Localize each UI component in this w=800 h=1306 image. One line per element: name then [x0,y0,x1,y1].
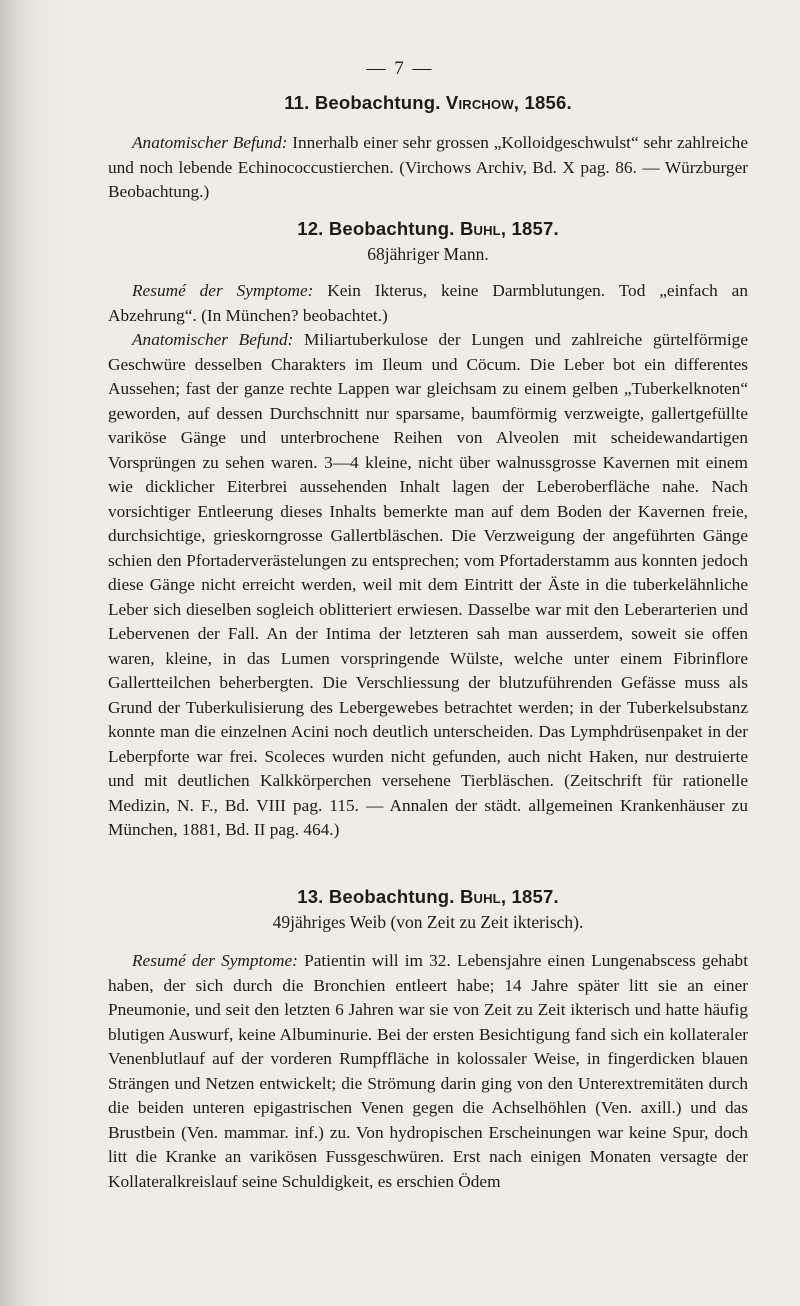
paragraph-text: Miliartuberkulose der Lungen und zahlreiche gürtelförmige Geschwüre desselben Charakters im Ileum und Cöcum. Die Leber bot ein differentes Aussehen; fast der ganze rechte Lappen war gleichsam zu einem gelben „Tuberkelknoten“ geworden, auf dessen Durchschnitt nur sparsame, baumförmig verzweigte, gallertgefüllte variköse Gänge und unterbrochene Reihen von Alveolen mit scheidewandartigen Vorsprüngen zu sehen waren. 3—4 kleine, nicht über walnussgrosse Kavernen mit einem wie dicklicher Eiterbrei aussehenden Inhalt lagen der Leberoberfläche nahe. Nach vorsichtiger Entleerung dieses Inhalts bemerkte man auf dem Boden der Kavernen freie, durchsichtige, grieskorngrosse Gallertbläschen. Die Verzweigung der angeführten Gänge schien den Pfortaderverästelungen zu entsprechen; vom Pfortaderstamm aus konnten jedoch diese Gänge nicht erreicht werden, weil mit dem Eintritt der Äste in die tuberkelähnliche Leber sich dieselben sogleich oblitteriert erwiesen. Dasselbe war mit den Leberarterien und Lebervenen der Fall. An der Intima der letzteren sah man ausserdem, soweit sie offen waren, kleine, in das Lumen vorspringende Wülste, welche unter einem Fibrinflore Gallertteilchen beherbergten. Die Verschliessung der blutzuführenden Gefässe muss als Grund der Tuberkulisierung des Lebergewebes betrachtet werden; in der Tuberkelsubstanz konnte man die einzelnen Acini noch deutlich unterscheiden. Das Lymphdrüsenpaket in der Leberpforte war frei. Scoleces wurden nicht gefunden, auch nicht Haken, nur destruierte und mit deutlichen Kalkkörperchen versehene Tierbläschen. (Zeitschrift für rationelle Medizin, N. F., Bd. VIII pag. 115. — Annalen der städt. allgemeinen Krankenhäuser zu München, 1881, Bd. II pag. 464.) [108,330,748,840]
heading-year: 1856. [524,92,572,113]
paragraph-anatomischer-befund-11 [108,131,748,205]
paragraph-text: Patientin will im 32. Lebensjahre einen Lungenabscess gehabt haben, der sich durch die Bronchien entleert habe; 14 Jahre später litt sie an einer Pneumonie, und seit den letzten 6 Jahren war sie von Zeit zu Zeit ikterisch und hatte häufig blutigen Auswurf, keine Albuminurie. Bei der ersten Besichtigung fand sich ein kollateraler Venenblutlauf auf der vorderen Rumpffläche in kolossaler Weise, in fingerdicken blauen Strängen und Netzen entwickelt; die Strömung darin ging von den Unterextremitäten durch die beiden unteren epigastrischen Venen gegen die Achselhöhlen (Ven. axill.) und das Brustbein (Ven. mammar. inf.) zu. Von hydropischen Erscheinungen war keine Spur, doch litt die Kranke an varikösen Fussgeschwüren. Erst nach einigen Monaten versagte der Kollateralkreislauf seine Schuldigkeit, es erschien Ödem [108,951,748,1191]
heading-number: 11. Beobachtung. [284,92,441,113]
paragraph-lead: Anatomischer Befund: [132,330,294,350]
heading-author: Buhl, [459,218,507,239]
paragraph-lead: Resumé der Symptome: [132,951,298,971]
heading-author: Virchow, [445,92,520,113]
paragraph-anatomischer-befund-12 [108,328,748,843]
heading-author: Buhl, [459,886,507,907]
section-subtitle-12: 68jähriger Mann. [367,244,489,264]
section-heading-12 [108,218,748,240]
paragraph-lead: Anatomischer Befund: [132,133,288,153]
section-subtitle-13: 49jähriges Weib (von Zeit zu Zeit ikterisch). [272,912,584,932]
heading-year: 1857. [511,886,559,907]
section-heading-13 [108,886,748,908]
paragraph-lead: Resumé der Symptome: [132,281,314,301]
heading-year: 1857. [511,218,559,239]
paragraph-resume-13 [108,949,748,1194]
heading-number: 12. Beobachtung. [297,218,455,239]
heading-number: 13. Beobachtung. [297,886,455,907]
paragraph-resume-12 [108,279,748,328]
paragraph-text: Kein Ikterus, keine Darmblutungen. Tod „einfach an Abzehrung“. (In München? beobachtet.) [108,281,748,325]
page-number: — 7 — [366,58,434,79]
paragraph-text: Innerhalb einer sehr grossen „Kolloidgeschwulst“ sehr zahlreiche und noch lebende Echinococcustierchen. (Virchows Archiv, Bd. X pag. 86. — Würzburger Beobachtung.) [108,133,748,202]
section-heading-11 [108,92,748,114]
